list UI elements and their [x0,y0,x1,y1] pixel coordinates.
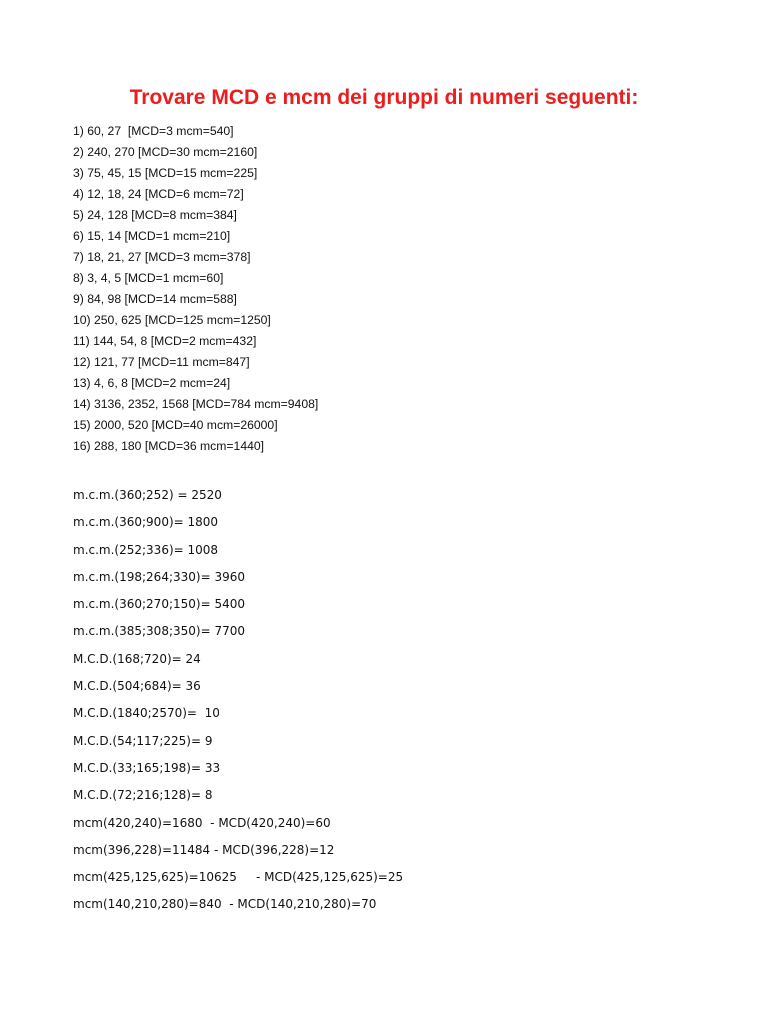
exercise-item: 16) 288, 180 [MCD=36 mcm=1440] [73,439,265,453]
result-item: m.c.m.(385;308;350)= 7700 [73,624,245,639]
result-item: mcm(425,125,625)=10625 - MCD(425,125,625)=25 [73,870,404,885]
exercise-item: 3) 75, 45, 15 [MCD=15 mcm=225] [73,166,258,180]
exercise-item: 8) 3, 4, 5 [MCD=1 mcm=60] [73,271,224,285]
result-item: M.C.D.(33;165;198)= 33 [73,760,221,775]
exercise-item: 15) 2000, 520 [MCD=40 mcm=26000] [73,418,278,432]
exercise-item: 4) 12, 18, 24 [MCD=6 mcm=72] [73,187,244,201]
result-item: M.C.D.(504;684)= 36 [73,679,201,694]
result-item: M.C.D.(1840;2570)= 10 [73,706,220,721]
exercise-item: 5) 24, 128 [MCD=8 mcm=384] [73,208,237,222]
result-item: m.c.m.(198;264;330)= 3960 [73,569,245,584]
exercise-item: 10) 250, 625 [MCD=125 mcm=1250] [73,313,271,327]
exercise-item: 12) 121, 77 [MCD=11 mcm=847] [73,355,250,369]
exercise-item: 1) 60, 27 [MCD=3 mcm=540] [73,124,234,138]
result-item: m.c.m.(252;336)= 1008 [73,542,219,557]
exercise-item: 13) 4, 6, 8 [MCD=2 mcm=24] [73,376,231,390]
results-list [73,484,403,921]
result-item: mcm(396,228)=11484 - MCD(396,228)=12 [73,842,335,857]
result-item: M.C.D.(168;720)= 24 [73,651,201,666]
result-item: mcm(140,210,280)=840 - MCD(140,210,280)=70 [73,897,377,912]
exercise-item: 7) 18, 21, 27 [MCD=3 mcm=378] [73,250,251,264]
result-item: M.C.D.(54;117;225)= 9 [73,733,213,748]
exercise-item: 11) 144, 54, 8 [MCD=2 mcm=432] [73,334,257,348]
exercise-item: 9) 84, 98 [MCD=14 mcm=588] [73,292,237,306]
result-item: m.c.m.(360;270;150)= 5400 [73,597,245,612]
exercise-item: 6) 15, 14 [MCD=1 mcm=210] [73,229,231,243]
result-item: m.c.m.(360;252) = 2520 [73,488,222,502]
exercise-list [73,121,318,457]
exercise-item: 14) 3136, 2352, 1568 [MCD=784 mcm=9408] [73,397,319,411]
result-item: mcm(420,240)=1680 - MCD(420,240)=60 [73,815,331,830]
document-title: Trovare MCD e mcm dei gruppi di numeri seguenti: [129,86,639,109]
exercise-item: 2) 240, 270 [MCD=30 mcm=2160] [73,145,258,159]
result-item: m.c.m.(360;900)= 1800 [73,515,219,530]
result-item: M.C.D.(72;216;128)= 8 [73,788,213,803]
